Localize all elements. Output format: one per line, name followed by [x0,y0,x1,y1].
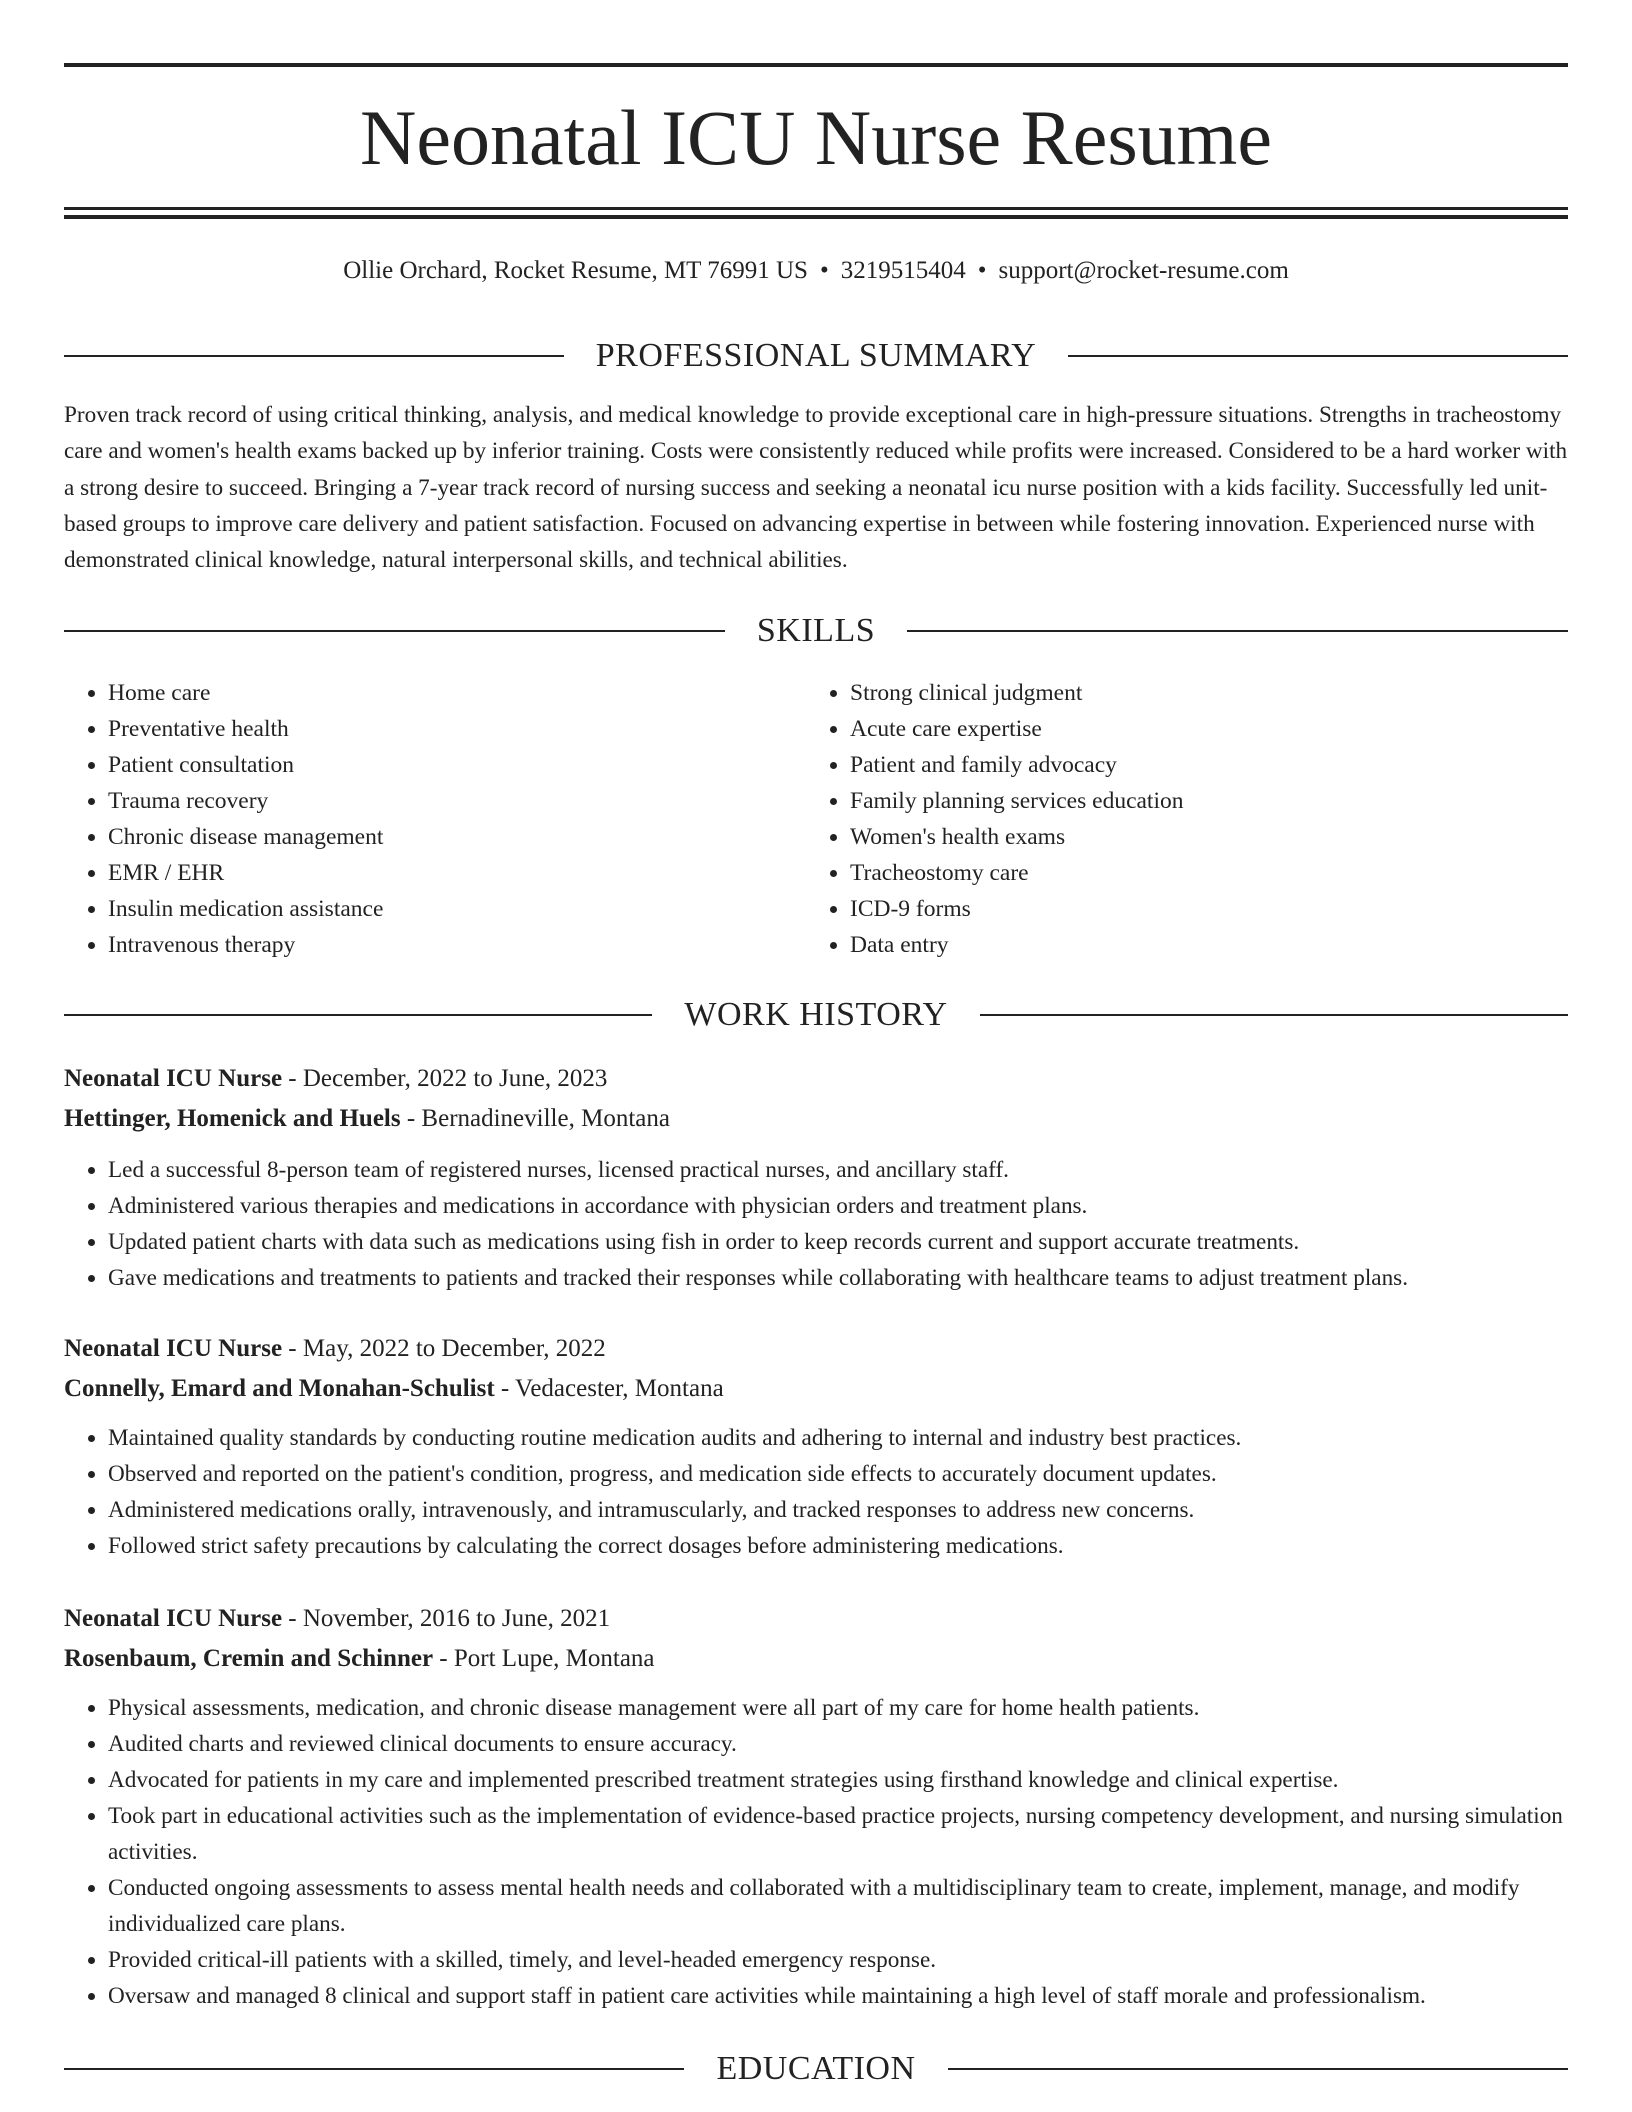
skill-item: • Strong clinical judgment [850,675,1548,711]
skill-item: • Home care [108,675,806,711]
job-dates: - December, 2022 to June, 2023 [282,1065,608,1092]
job-bullets [64,1152,1568,1296]
job-dates: - November, 2016 to June, 2021 [282,1605,611,1632]
section-rule [948,2068,1568,2070]
section-header-skills [64,609,1568,653]
job-title-line [64,1600,1568,1638]
skill-item: • Chronic disease management [108,819,806,855]
section-rule [1068,355,1568,357]
job-employer-line [64,1370,1568,1408]
summary-paragraph: Proven track record of using critical thinking, analysis, and medical knowledge to provide exceptional care in high-pressure situations. Strengths in tracheostomy care and women's health exams backed up by inferior training. Costs were consistently reduced while profits were increased. Considered to be a hard worker with a strong desire to succeed. Bringing a 7-year track record of nursing success and seeking a neonatal icu nurse position with a kids facility. Successfully led unit-based groups to improve care delivery and patient satisfaction. Focused on advancing expertise in between while fostering innovation. Experienced nurse with demonstrated clinical knowledge, natural interpersonal skills, and technical abilities. [64,402,1568,574]
job-employer-line [64,1640,1568,1678]
contact-address: Ollie Orchard, Rocket Resume, MT 76991 US [343,257,808,284]
job-bullet: • Followed strict safety precautions by calculating the correct dosages before administering medications. [108,1528,1568,1564]
skill-item: • EMR / EHR [108,855,806,891]
section-header-work [64,993,1568,1037]
job-title-line [64,1060,1568,1098]
skill-item: • Tracheostomy care [850,855,1548,891]
job-bullet: • Physical assessments, medication, and chronic disease management were all part of my care for home health patients. [108,1690,1568,1726]
section-rule [907,630,1568,632]
contact-line [64,253,1568,289]
job-bullet: • Oversaw and managed 8 clinical and support staff in patient care activities while maintaining a high level of staff morale and professionalism. [108,1978,1568,2014]
job-bullet: • Advocated for patients in my care and implemented prescribed treatment strategies using firsthand knowledge and clinical expertise. [108,1762,1568,1798]
job-dates: - May, 2022 to December, 2022 [282,1335,606,1362]
section-rule [64,355,564,357]
section-header-summary [64,334,1568,378]
skill-item: • Women's health exams [850,819,1548,855]
job-title: Neonatal ICU Nurse [64,1605,283,1632]
title-rule-upper [64,207,1568,210]
job-location: - Vedacester, Montana [494,1375,724,1402]
job-bullet: • Conducted ongoing assessments to assess mental health needs and collaborated with a multidisciplinary team to create, implement, manage, and modify individualized care plans. [108,1870,1568,1942]
job-bullet: • Administered various therapies and medications in accordance with physician orders and treatment plans. [108,1188,1568,1224]
job-bullets [64,1690,1568,2014]
job-employer: Hettinger, Homenick and Huels [64,1105,401,1132]
job-location: - Port Lupe, Montana [433,1645,655,1672]
skill-item: • Patient and family advocacy [850,747,1548,783]
job-bullet: • Took part in educational activities such as the implementation of evidence-based practice projects, nursing competency development, and nursing simulation activities. [108,1798,1568,1870]
job-bullet: • Updated patient charts with data such as medications using fish in order to keep records current and support accurate treatments. [108,1224,1568,1260]
skill-item: • Intravenous therapy [108,927,806,963]
contact-separator: • [819,257,829,284]
section-rule [64,630,725,632]
contact-email: support@rocket-resume.com [998,257,1289,284]
skill-item: • Family planning services education [850,783,1548,819]
job-entry [64,1330,1568,1564]
section-rule [980,1014,1568,1016]
skill-item: • Trauma recovery [108,783,806,819]
section-title-summary: PROFESSIONAL SUMMARY [595,337,1037,374]
resume-title: Neonatal ICU Nurse Resume [360,94,1272,181]
skills-column-left [64,675,806,963]
skill-item: • ICD-9 forms [850,891,1548,927]
job-bullet: • Observed and reported on the patient's condition, progress, and medication side effects to accurately document updates. [108,1456,1568,1492]
job-bullet: • Maintained quality standards by conducting routine medication audits and adhering to internal and industry best practices. [108,1420,1568,1456]
job-employer: Rosenbaum, Cremin and Schinner [64,1645,434,1672]
job-title: Neonatal ICU Nurse [64,1065,283,1092]
skill-item: • Insulin medication assistance [108,891,806,927]
section-rule [64,2068,684,2070]
job-employer-line [64,1100,1568,1138]
skills-list [64,675,1568,963]
section-title-skills: SKILLS [756,612,876,649]
job-title-line [64,1330,1568,1368]
job-bullet: • Provided critical-ill patients with a skilled, timely, and level-headed emergency response. [108,1942,1568,1978]
section-title-education: EDUCATION [716,2050,916,2087]
job-location: - Bernadineville, Montana [400,1105,670,1132]
skills-column-right [806,675,1548,963]
job-bullet: • Gave medications and treatments to patients and tracked their responses while collaborating with healthcare teams to adjust treatment plans. [108,1260,1568,1296]
job-employer: Connelly, Emard and Monahan-Schulist [64,1375,495,1402]
section-header-education [64,2047,1568,2091]
job-bullets [64,1420,1568,1564]
skill-item: • Preventative health [108,711,806,747]
job-title: Neonatal ICU Nurse [64,1335,283,1362]
skill-item: • Patient consultation [108,747,806,783]
section-title-work: WORK HISTORY [684,996,948,1033]
top-rule [64,63,1568,67]
job-entry [64,1600,1568,2014]
job-bullet: • Audited charts and reviewed clinical documents to ensure accuracy. [108,1726,1568,1762]
contact-separator: • [977,257,987,284]
skill-item: • Data entry [850,927,1548,963]
job-bullet: • Administered medications orally, intravenously, and intramuscularly, and tracked responses to address new concerns. [108,1492,1568,1528]
section-rule [64,1014,652,1016]
title-rule-lower [64,215,1568,219]
job-entry [64,1060,1568,1296]
job-bullet: • Led a successful 8-person team of registered nurses, licensed practical nurses, and ancillary staff. [108,1152,1568,1188]
skill-item: • Acute care expertise [850,711,1548,747]
contact-phone: 3219515404 [840,257,966,284]
